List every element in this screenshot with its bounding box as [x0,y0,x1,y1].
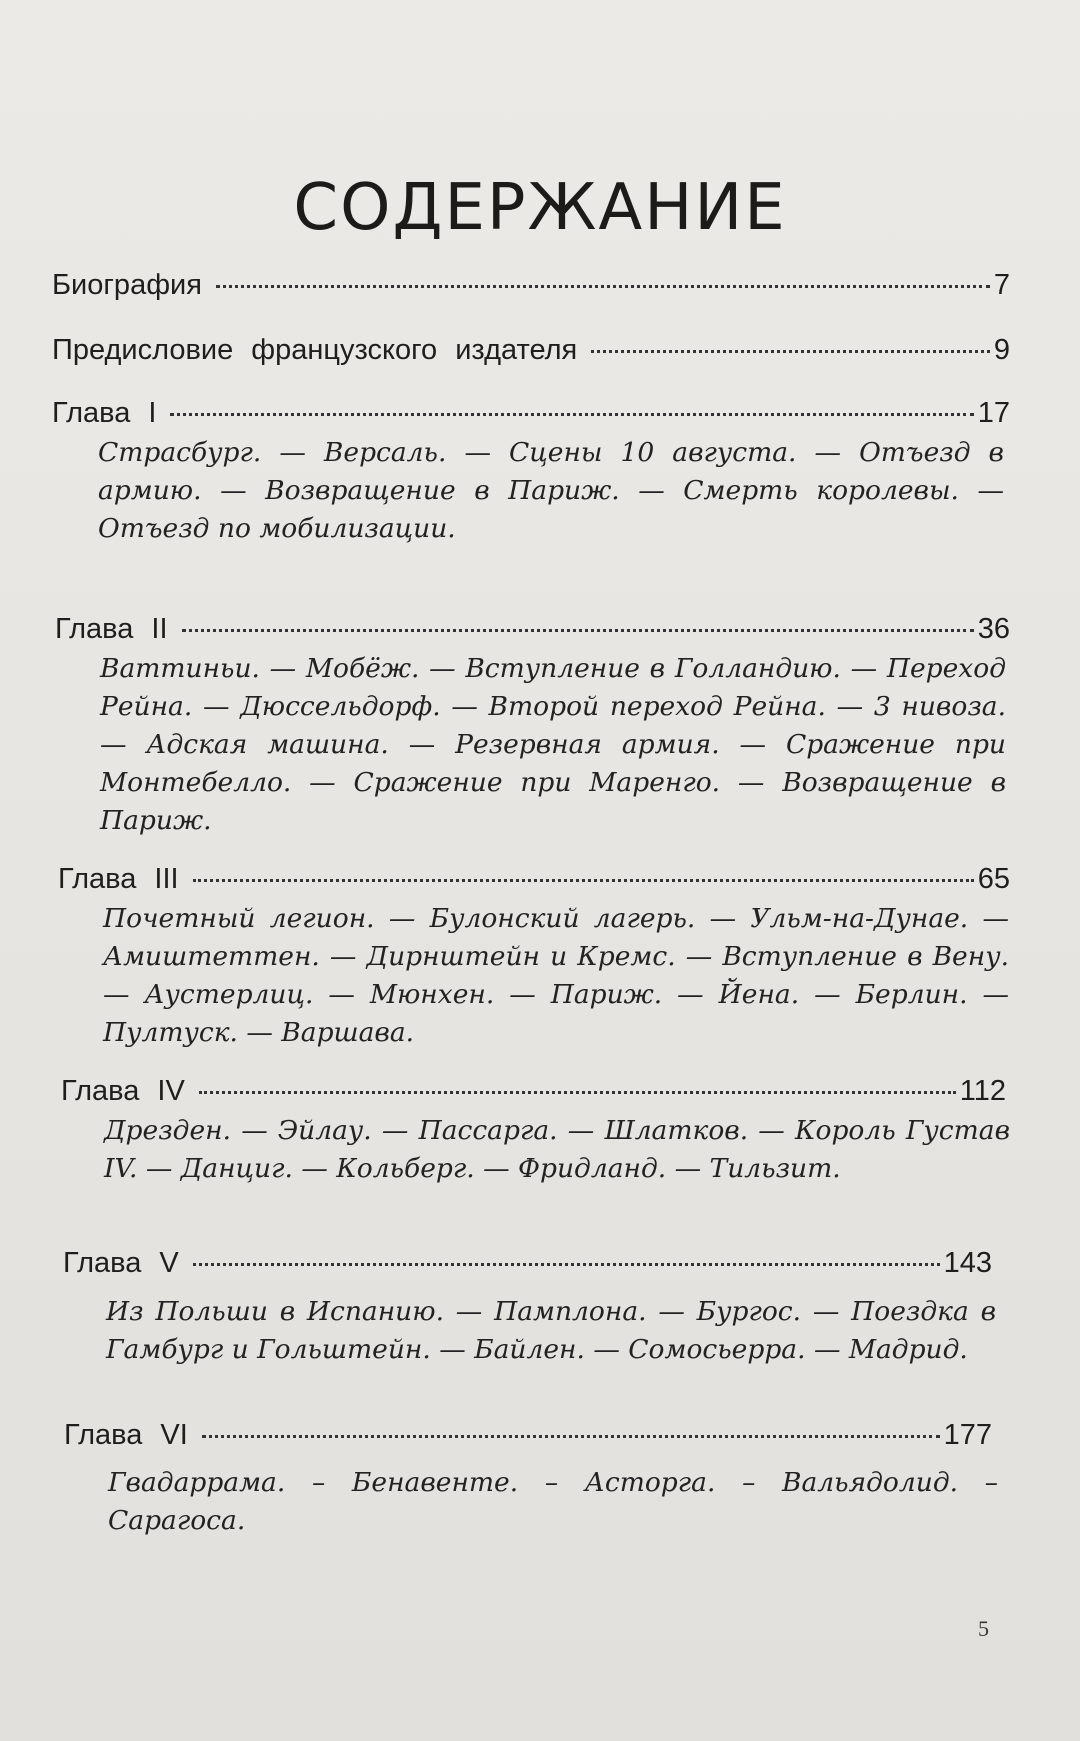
toc-page-number: 36 [977,613,1010,645]
dot-leader [199,1091,956,1094]
chapter-5-summary: Из Польши в Испанию. — Памплона. — Бургос. — Поездка в Гамбург и Гольштейн. — Байлен. — Сомосьерра. — Мадрид. [106,1296,996,1365]
page-number-folio: 5 [978,1616,989,1641]
dot-leader [193,879,974,882]
dot-leader [591,350,990,353]
toc-entry-label: Глава II [55,613,168,645]
toc-page-number: 7 [993,269,1010,301]
page-title: СОДЕРЖАНИЕ [293,170,787,245]
toc-entry-chapter-3 [58,862,1010,896]
toc-page-number: 177 [943,1419,992,1451]
toc-entry-chapter-4 [61,1074,1006,1108]
chapter-3-summary: Почетный легион. — Булонский лагерь. — Ульм-на-Дунае. — Амиштеттен. — Дирнштейн и Кремс. — Вступление в Вену. — Аустерлиц. — Мюнхен. — Париж. — Йена. — Берлин. — Пултуск. — Варшава. [103,903,1009,1048]
dot-leader [182,629,974,632]
toc-entry-label: Предисловие французского издателя [52,334,578,366]
chapter-2-summary: Ваттиньи. — Мобёж. — Вступление в Голландию. — Переход Рейна. — Дюссельдорф. — Второй переход Рейна. — 3 нивоза. — Адская машина. — Резервная армия. — Сражение при Монтебелло. — Сражение при Маренго. — Возвращение в Париж. [100,653,1006,836]
toc-entry-label: Глава VI [64,1419,188,1451]
dot-leader [202,1435,940,1438]
toc-page-number: 9 [993,334,1010,366]
toc-page-number: 65 [977,863,1010,895]
toc-page-number: 143 [943,1247,992,1279]
chapter-4-summary: Дрезден. — Эйлау. — Пассарга. — Шлатков. — Король Густав IV. — Данциг. — Кольберг. — Фридланд. — Тильзит. [104,1115,1010,1184]
toc-entry-preface [52,333,1010,367]
toc-entry-label: Глава III [58,863,179,895]
chapter-1-summary: Страсбург. — Версаль. — Сцены 10 августа. — Отъезд в армию. — Возвращение в Париж. — Смерть королевы. — Отъезд по мобилизации. [98,437,1004,544]
toc-entry-chapter-6 [64,1418,992,1452]
chapter-6-summary: Гвадаррама. – Бенавенте. – Асторга. – Вальядолид. – Сарагоса. [108,1467,998,1536]
toc-page-number: 17 [977,397,1010,429]
dot-leader [193,1263,940,1266]
toc-entry-label: Глава V [63,1247,179,1279]
toc-entry-chapter-1 [52,396,1010,430]
dot-leader [170,413,973,416]
toc-page-number: 112 [959,1075,1006,1107]
toc-entry-chapter-5 [63,1246,992,1280]
dot-leader [216,285,990,288]
toc-entry-label: Глава IV [61,1075,185,1107]
toc-entry-biography [52,268,1010,302]
toc-entry-chapter-2 [55,612,1010,646]
toc-entry-label: Глава I [52,397,157,429]
toc-entry-label: Биография [52,269,202,301]
